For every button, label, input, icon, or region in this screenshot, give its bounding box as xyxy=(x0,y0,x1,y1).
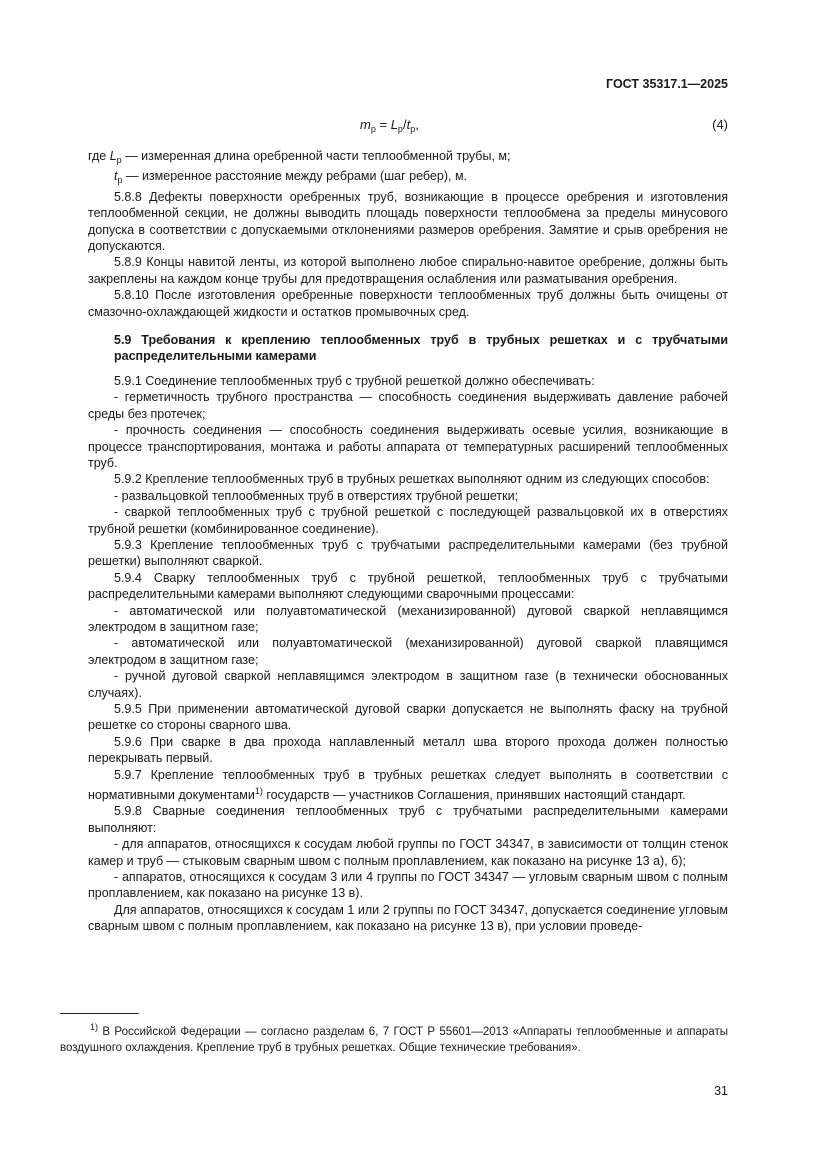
paragraph-5-9-8: 5.9.8 Сварные соединения теплообменных труб с трубчатыми распределительными камерами выполняют: xyxy=(88,804,728,835)
paragraph-5-8-10: 5.8.10 После изготовления оребренные поверхности теплообменных труб должны быть очищены от смазочно-охлаждающей жидкости и остатков промывочных сред. xyxy=(88,288,728,319)
where-line-2: $t_р$ — измеренное расстояние между ребрами (шаг ребер), м. xyxy=(114,169,468,186)
footnote xyxy=(60,1020,728,1056)
document-header: ГОСТ 35317.1—2025 xyxy=(606,77,728,91)
list-item: - сваркой теплообменных труб с трубной решеткой с последующей развальцовкой их в отверстиях трубной решетки (комбинированное соединение). xyxy=(88,505,728,536)
footnote-text: В Российской Федерации — согласно разделам 6, 7 ГОСТ Р 55601—2013 «Аппараты теплообменные и аппараты воздушного охлаждения. Крепление труб в трубных решетках. Общие технические требования». xyxy=(60,1026,728,1054)
list-item: - прочность соединения — способность соединения выдерживать осевые усилия, возникающие в процессе транспортирования, монтажа и работы аппарата от температурных расширений теплообменных труб. xyxy=(88,423,728,470)
footnote-mark: 1) xyxy=(90,1022,99,1032)
list-item: - ручной дуговой сваркой неплавящимся электродом в защитном газе (в технически обоснованных случаях). xyxy=(88,669,728,700)
paragraph-5-9-6: 5.9.6 При сварке в два прохода наплавленный металл шва второго прохода должен полностью перекрывать первый. xyxy=(88,734,728,766)
footnote-separator xyxy=(60,1013,139,1014)
footnote-ref: 1) xyxy=(254,786,263,797)
paragraph-5-9-2: 5.9.2 Крепление теплообменных труб в трубных решетках выполняют одним из следующих способов: xyxy=(114,472,710,487)
formula-expression: $m_р = L_р/t_р$, xyxy=(360,117,419,134)
paragraph-5-8-9: 5.8.9 Концы навитой ленты, из которой выполнено любое спирально-навитое оребрение, должны быть закреплены на каждом конце трубы для предотвращения ослабления или разматывания оребрения. xyxy=(88,255,728,286)
paragraph-5-9-1: 5.9.1 Соединение теплообменных труб с трубной решеткой должно обеспечивать: xyxy=(114,373,595,388)
formula-4 xyxy=(0,117,827,135)
list-item: - развальцовкой теплообменных труб в отверстиях трубной решетки; xyxy=(114,488,519,503)
list-item: - автоматической или полуавтоматической (механизированной) дуговой сваркой неплавящимся электродом в защитном газе; xyxy=(88,603,728,634)
paragraph-continuation: Для аппаратов, относящихся к сосудам 1 или 2 группы по ГОСТ 34347, допускается соединение угловым сварным швом с полным проплавлением, как показано на рисунке 13 в), при условии проведе- xyxy=(88,902,728,934)
paragraph-5-9-7: 5.9.7 Крепление теплообменных труб в трубных решетках следует выполнять в соответствии с нормативными документами$^{1)}$ государств — участников Соглашения, принявших настоящий стандарт. xyxy=(88,767,728,803)
list-item: - аппаратов, относящихся к сосудам 3 или 4 группы по ГОСТ 34347 — угловым сварным швом с полным проплавлением, как показано на рисунке 13 в). xyxy=(88,870,728,901)
paragraph-5-8-8: 5.8.8 Дефекты поверхности оребренных труб, возникающие в процессе оребрения и изготовления теплообменной секции, не должны выводить площадь поверхности теплообмена за пределы минусового допуска в соответствии с допускаемыми отклонениями размеров оребрения. Замятие и срыв оребрения не допускаются. xyxy=(88,189,728,254)
list-item: - автоматической или полуавтоматической (механизированной) дуговой сваркой плавящимся электродом в защитном газе; xyxy=(88,636,728,667)
list-item: - для аппаратов, относящихся к сосудам любой группы по ГОСТ 34347, в зависимости от толщин стенок камер и труб — стыковым сварным швом с полным проплавлением, как показано на рисунке 13 а), б); xyxy=(88,837,728,868)
paragraph-5-9-3: 5.9.3 Крепление теплообменных труб с трубчатыми распределительными камерами (без трубной решетки) выполняют сваркой. xyxy=(88,537,728,569)
list-item: - герметичность трубного пространства — способность соединения выдерживать давление рабочей среды без протечек; xyxy=(88,390,728,421)
body-text xyxy=(88,148,728,935)
formula-number: (4) xyxy=(712,117,728,132)
where-line-1: где $L_р$ — измеренная длина оребренной части теплообменной трубы, м; xyxy=(88,149,511,165)
section-heading-5-9: 5.9 Требования к креплению теплообменных труб в трубных решетках и с трубчатыми распределительными камерами xyxy=(114,333,728,364)
paragraph-5-9-5: 5.9.5 При применении автоматической дуговой сварки допускается не выполнять фаску на трубной решетке со стороны сварного шва. xyxy=(88,702,728,733)
paragraph-5-9-4: 5.9.4 Сварку теплообменных труб с трубной решеткой, теплообменных труб с трубчатыми распределительными камерами выполняют следующими сварочными процессами: xyxy=(88,570,728,602)
page-number: 31 xyxy=(714,1084,728,1098)
